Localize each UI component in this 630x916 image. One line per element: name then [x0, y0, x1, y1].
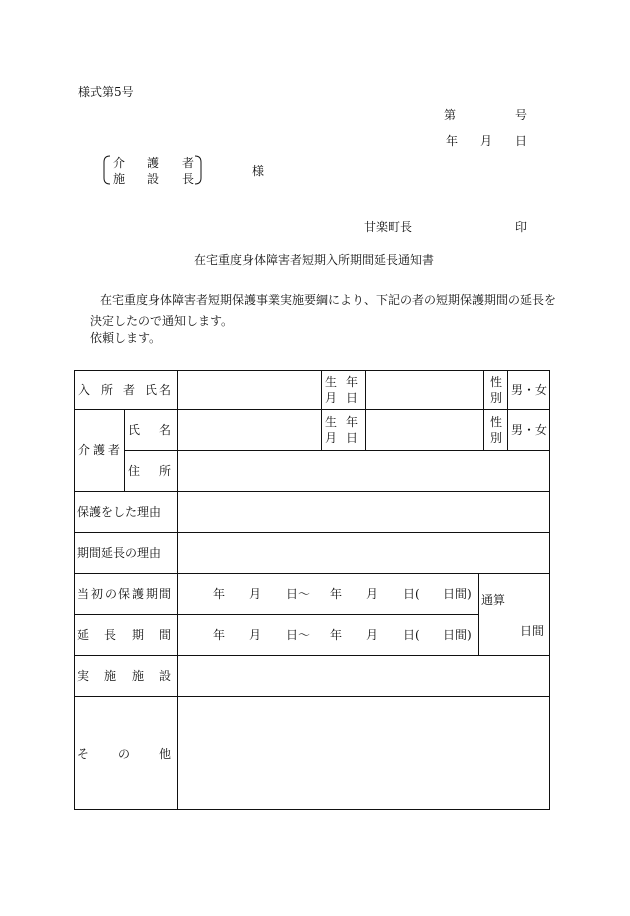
birth-label-hi: 日: [346, 391, 359, 405]
label-address-1: 住: [128, 464, 141, 478]
body-line-2: 決定したので通知します。: [90, 314, 234, 328]
label-other-1: そ: [77, 747, 90, 761]
extend-days: 日間): [443, 628, 472, 642]
initial-days: 日間): [443, 587, 472, 601]
label-resident-name-5: 名: [159, 383, 172, 397]
label-facility-1: 実: [77, 669, 90, 683]
label-caregiver-name-2: 名: [159, 423, 172, 437]
extend-start-month: 月: [249, 628, 262, 642]
label-initial-period-6: 期: [146, 587, 159, 601]
label-initial-period-4: 保: [118, 587, 131, 601]
caregiver-gender-label-betsu: 別: [490, 431, 503, 445]
date-month: 月: [480, 134, 493, 148]
label-resident-name-3: 者: [123, 383, 136, 397]
caregiver-birth-label-hi: 日: [346, 431, 359, 445]
label-total: 通算: [481, 593, 506, 607]
caregiver-birth-label-sei: 生: [325, 415, 338, 429]
caregiver-birth-label-nen: 年: [346, 415, 359, 429]
label-reason-extend: 期間延長の理由: [77, 546, 162, 560]
label-initial-period-7: 間: [159, 587, 172, 601]
birth-label-nen: 年: [346, 375, 359, 389]
initial-start-month: 月: [249, 587, 262, 601]
caregiver-gender-value[interactable]: 男・女: [511, 423, 548, 437]
initial-end-month: 月: [366, 587, 379, 601]
label-other-2: の: [118, 747, 131, 761]
label-initial-period-2: 初: [91, 587, 104, 601]
label-resident-name-1: 入: [78, 383, 91, 397]
recipient-caregiver-1: 介: [113, 156, 126, 170]
caregiver-gender-label-sei: 性: [490, 415, 503, 429]
label-caregiver-1: 介: [78, 443, 91, 457]
recipient-honorific: 様: [252, 164, 265, 178]
caregiver-address-field[interactable]: [179, 452, 548, 490]
document-title: 在宅重度身体障害者短期入所期間延長通知書: [194, 253, 435, 267]
label-caregiver-2: 護: [93, 443, 106, 457]
label-resident-name-2: 所: [101, 383, 114, 397]
birth-label-tsuki: 月: [325, 391, 338, 405]
doc-number-go: 号: [515, 108, 528, 122]
initial-start-day: 日〜: [286, 587, 311, 601]
issuer-seal: 印: [515, 220, 528, 234]
doc-number-dai: 第: [444, 108, 457, 122]
label-extend-period-3: 期: [132, 628, 145, 642]
label-extend-period-2: 長: [104, 628, 117, 642]
gender-label-sei: 性: [490, 375, 503, 389]
label-resident-name-4: 氏: [145, 383, 158, 397]
reason-extend-field[interactable]: [179, 534, 548, 572]
issuer-name: 甘楽町長: [364, 220, 413, 234]
body-line-3: 依頼します。: [90, 331, 162, 345]
form-number: 様式第5号: [78, 85, 134, 99]
body-line-1: 在宅重度身体障害者短期保護事業実施要綱により、下記の者の短期保護期間の延長を: [100, 293, 557, 307]
resident-name-field[interactable]: [179, 372, 320, 409]
recipient-facility-2: 設: [147, 172, 160, 186]
label-caregiver-3: 者: [108, 443, 121, 457]
caregiver-name-field[interactable]: [179, 411, 320, 449]
total-days: 日間: [520, 624, 545, 638]
date-year: 年: [446, 134, 459, 148]
label-facility-4: 設: [159, 669, 172, 683]
label-address-2: 所: [159, 464, 172, 478]
caregiver-birth-field[interactable]: [367, 411, 482, 449]
label-other-3: 他: [159, 747, 172, 761]
recipient-facility-1: 施: [113, 172, 126, 186]
extend-start-year: 年: [213, 628, 226, 642]
reason-protect-field[interactable]: [179, 493, 548, 531]
label-initial-period-3: の: [105, 587, 118, 601]
other-field[interactable]: [179, 698, 548, 808]
label-caregiver-name-1: 氏: [128, 423, 141, 437]
label-extend-period-4: 間: [159, 628, 172, 642]
recipient-caregiver-3: 者: [182, 156, 195, 170]
extend-end-year: 年: [330, 628, 343, 642]
label-facility-2: 施: [104, 669, 117, 683]
date-day: 日: [515, 134, 528, 148]
birth-label-sei: 生: [325, 375, 338, 389]
label-facility-3: 施: [132, 669, 145, 683]
extend-end-month: 月: [366, 628, 379, 642]
recipient-facility-3: 長: [182, 172, 195, 186]
recipient-caregiver-2: 護: [147, 156, 160, 170]
extend-end-day: 日(: [403, 628, 420, 642]
extend-start-day: 日〜: [286, 628, 311, 642]
label-extend-period-1: 延: [77, 628, 90, 642]
resident-birth-field[interactable]: [367, 372, 482, 409]
label-reason-protect: 保護をした理由: [77, 505, 162, 519]
facility-field[interactable]: [179, 657, 548, 695]
initial-end-day: 日(: [403, 587, 420, 601]
gender-label-betsu: 別: [490, 391, 503, 405]
label-initial-period-1: 当: [77, 587, 90, 601]
resident-gender-value[interactable]: 男・女: [511, 383, 548, 397]
initial-start-year: 年: [213, 587, 226, 601]
label-initial-period-5: 護: [132, 587, 145, 601]
initial-end-year: 年: [330, 587, 343, 601]
caregiver-birth-label-tsuki: 月: [325, 431, 338, 445]
